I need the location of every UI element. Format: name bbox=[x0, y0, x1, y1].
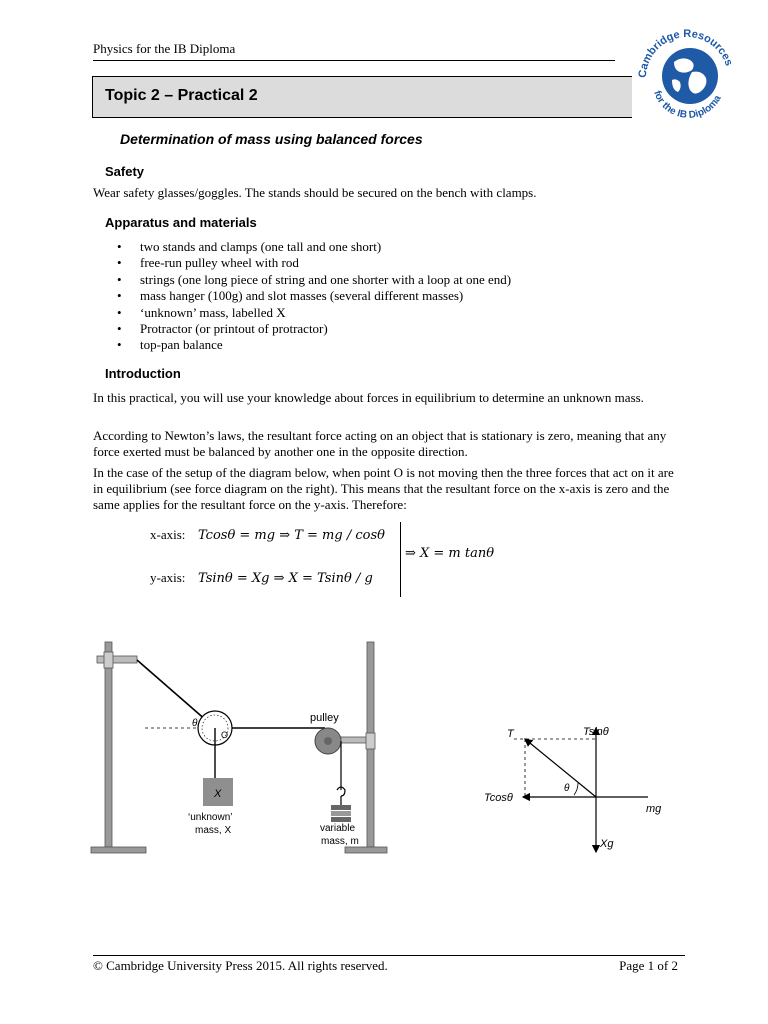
variable-label-2: mass, m bbox=[321, 836, 359, 847]
force-t-label: T bbox=[507, 728, 514, 740]
y-axis-equation: Tsinθ = Xg ⇒ X = Tsinθ / g bbox=[198, 571, 373, 586]
intro-paragraph-2: According to Newton’s laws, the resultant force acting on an object that is stationary is zero, meaning that any force exerted must be balanced by another one in the opposite direction. bbox=[93, 428, 667, 459]
variable-label-1: variable bbox=[320, 823, 356, 834]
mass-x-label: X bbox=[214, 788, 222, 800]
introduction-heading: Introduction bbox=[105, 366, 181, 381]
tension-arrow bbox=[525, 739, 596, 797]
unknown-label-1: ‘unknown’ bbox=[188, 812, 233, 823]
mg-label: mg bbox=[646, 803, 662, 815]
list-item: • mass hanger (100g) and slot masses (several different masses) bbox=[117, 288, 511, 304]
force-diagram bbox=[480, 720, 680, 860]
equation-divider bbox=[400, 522, 401, 597]
right-clamp bbox=[341, 737, 368, 743]
x-axis-equation: Tcosθ = mg ⇒ T = mg / cosθ bbox=[198, 528, 385, 543]
right-stand-base bbox=[345, 847, 387, 853]
copyright-notice: © Cambridge University Press 2015. All rights reserved. bbox=[93, 958, 388, 973]
list-item: • top-pan balance bbox=[117, 337, 511, 353]
topic-title: Topic 2 – Practical 2 bbox=[105, 87, 258, 104]
xg-label: Xg bbox=[600, 838, 614, 850]
topic-banner bbox=[92, 76, 632, 118]
tsin-label: Tsinθ bbox=[583, 726, 609, 738]
tcos-label: Tcosθ bbox=[484, 792, 513, 804]
list-item: • free-run pulley wheel with rod bbox=[117, 255, 511, 271]
list-item: • two stands and clamps (one tall and one short) bbox=[117, 239, 511, 255]
intro-paragraph-3: In the case of the setup of the diagram below, when point O is not moving then the three forces that act on it are in equilibrium (see force diagram on the right). This means that the resultant force on the x-axis is zero and the same applies for the resultant force on the y-axis. Therefore: bbox=[93, 465, 674, 512]
apparatus-diagram bbox=[85, 630, 415, 860]
logo-top-text: Cambridge Resources bbox=[636, 27, 735, 79]
list-item: • strings (one long piece of string and one shorter with a loop at one end) bbox=[117, 272, 511, 288]
logo-bottom-text: for the IB Diploma bbox=[651, 89, 724, 121]
theta-arc bbox=[574, 783, 578, 795]
unknown-label-2: mass, X bbox=[195, 825, 232, 836]
list-item: • Protractor (or printout of protractor) bbox=[117, 321, 511, 337]
result-equation: ⇒ X = m tanθ bbox=[405, 546, 495, 561]
left-stand-rod bbox=[105, 642, 112, 847]
page-number: Page 1 of 2 bbox=[619, 958, 678, 973]
safety-heading: Safety bbox=[105, 164, 145, 179]
force-theta: θ bbox=[564, 783, 570, 794]
apparatus-heading: Apparatus and materials bbox=[105, 215, 257, 230]
left-clamp bbox=[97, 656, 137, 663]
practical-subtitle: Determination of mass using balanced forces bbox=[120, 131, 423, 147]
footer-rule bbox=[93, 955, 685, 956]
safety-text: Wear safety glasses/goggles. The stands should be secured on the bench with clamps. bbox=[93, 185, 537, 200]
running-header: Physics for the IB Diploma bbox=[93, 41, 236, 56]
list-item: • ‘unknown’ mass, labelled X bbox=[117, 305, 511, 321]
diagram-theta: θ bbox=[192, 718, 198, 729]
y-axis-label: y-axis: bbox=[150, 570, 186, 585]
header-rule bbox=[93, 60, 615, 61]
cambridge-logo bbox=[632, 22, 742, 127]
slot-mass bbox=[331, 805, 351, 810]
point-o-label: O bbox=[221, 730, 229, 740]
x-axis-label: x-axis: bbox=[150, 527, 186, 542]
apparatus-list bbox=[117, 239, 511, 354]
pulley-label: pulley bbox=[310, 712, 339, 724]
intro-paragraph-1: In this practical, you will use your knowledge about forces in equilibrium to determine an unknown mass. bbox=[93, 390, 644, 405]
left-stand-base bbox=[91, 847, 146, 853]
